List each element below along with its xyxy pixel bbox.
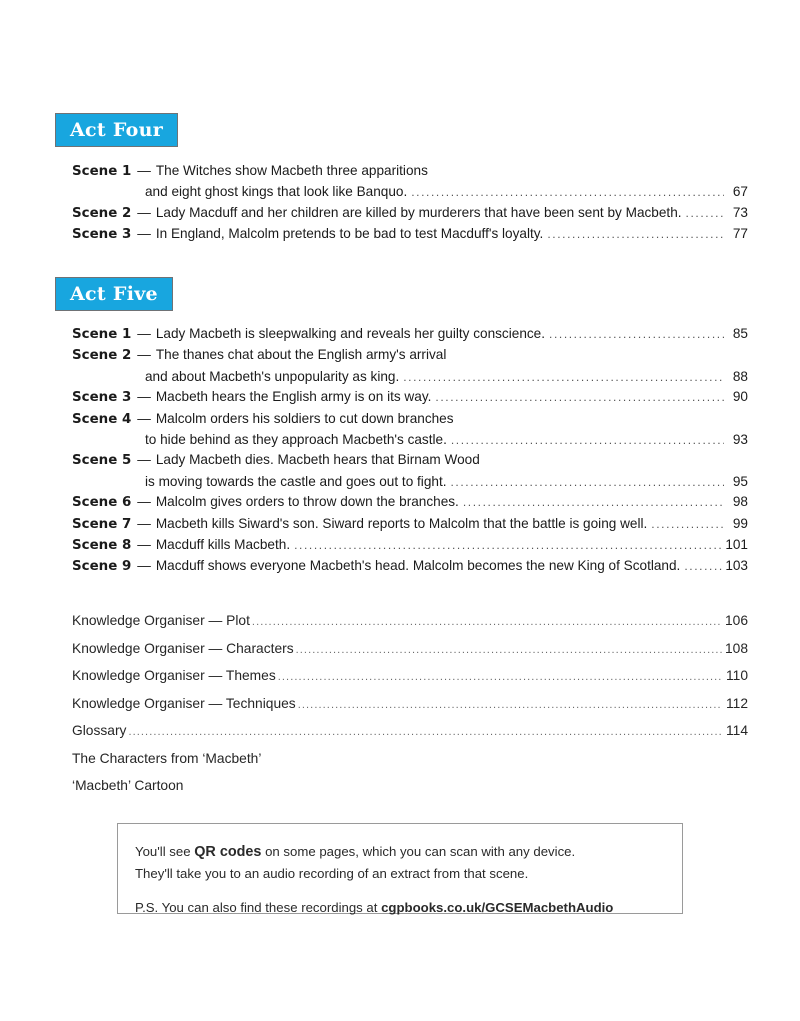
scene-dash: — (137, 163, 151, 178)
toc-entry-act5-scene3[interactable] (72, 387, 748, 408)
dot-leader (447, 472, 725, 492)
toc-entry-act5-scene1[interactable] (72, 324, 748, 345)
act-five-scene-list (72, 324, 748, 578)
scene-label: Scene 1 (72, 164, 132, 179)
scene-description-line: is moving towards the castle and goes out to fight. (145, 473, 447, 489)
page-number: 114 (726, 723, 748, 738)
glossary-section-list (72, 718, 748, 801)
dot-leader (431, 387, 724, 407)
scene-label: Scene 2 (72, 205, 132, 221)
page-number: 103 (725, 558, 748, 574)
scene-description-line: Lady Macduff and her children are killed by murderers that have been sent by Macbeth. (155, 204, 682, 220)
page-number: 88 (732, 368, 748, 384)
scene-label: Scene 7 (72, 516, 132, 532)
scene-dash: — (137, 204, 151, 220)
scene-dash: — (137, 558, 151, 574)
toc-entry-act5-scene9[interactable] (72, 556, 748, 577)
scene-description-line: Macduff shows everyone Macbeth's head. Malcolm becomes the new King of Scotland. (155, 558, 681, 574)
dot-leader (276, 665, 722, 691)
scene-description-line: The thanes chat about the English army's arrival (155, 347, 447, 363)
dot-leader (290, 535, 724, 555)
page-number: 98 (732, 494, 748, 510)
scene-description-line: Malcolm orders his soldiers to cut down branches (155, 410, 454, 426)
page-number: 95 (732, 473, 748, 489)
toc-entry-characters-from-macbeth[interactable] (72, 746, 748, 774)
page-number: 99 (732, 515, 748, 531)
scene-dash: — (137, 410, 151, 426)
dot-leader (407, 182, 724, 202)
qr-codes-emphasis: QR codes (194, 844, 262, 860)
entry-title: Knowledge Organiser — Plot (72, 613, 250, 628)
scene-dash: — (137, 452, 151, 468)
act-heading-badge-act-four (55, 113, 178, 147)
scene-dash: — (137, 226, 151, 242)
dot-leader (250, 610, 722, 636)
page-number: 112 (726, 695, 748, 711)
audio-url: cgpbooks.co.uk/GCSEMacbethAudio (381, 900, 614, 915)
scene-label: Scene 6 (72, 495, 132, 511)
dot-leader (294, 638, 722, 664)
scene-description-line: Macbeth hears the English army is on its way. (155, 389, 432, 405)
toc-entry-macbeth-cartoon[interactable] (72, 773, 748, 801)
scene-label: Scene 5 (72, 453, 132, 469)
act-four-scene-list (72, 161, 748, 246)
qr-note-line-2: They'll take you to an audio recording of an extract from that scene. (135, 866, 529, 881)
dot-leader (447, 430, 724, 450)
toc-entry-knowledge-themes[interactable] (72, 663, 748, 691)
toc-entry-act4-scene3[interactable] (72, 224, 748, 245)
scene-description-line: Lady Macbeth is sleepwalking and reveals her guilty conscience. (155, 326, 546, 341)
qr-note-line-1 (135, 841, 682, 863)
toc-entry-act5-scene2[interactable] (72, 345, 748, 387)
page-number: 93 (732, 432, 748, 448)
toc-entry-act5-scene8[interactable] (72, 535, 748, 556)
scene-label: Scene 3 (72, 390, 132, 406)
dot-leader (126, 720, 722, 746)
page-number: 67 (732, 184, 748, 200)
toc-entry-knowledge-techniques[interactable] (72, 691, 748, 719)
dot-leader (545, 324, 724, 344)
dot-leader (647, 514, 724, 534)
scene-label: Scene 9 (72, 559, 132, 575)
scene-label: Scene 3 (72, 227, 132, 243)
dot-leader (682, 203, 724, 223)
scene-description-line: Lady Macbeth dies. Macbeth hears that Birnam Wood (155, 452, 480, 468)
scene-description-line: to hide behind as they approach Macbeth's castle. (145, 432, 447, 448)
scene-dash: — (137, 515, 151, 531)
dot-leader (680, 556, 724, 576)
scene-label: Scene 1 (72, 327, 132, 342)
qr-codes-note-box (117, 823, 683, 914)
dot-leader (399, 367, 724, 387)
toc-entry-act4-scene1[interactable] (72, 161, 748, 203)
dot-leader (459, 492, 724, 512)
toc-entry-act5-scene5[interactable] (72, 450, 748, 492)
entry-title: Knowledge Organiser — Techniques (72, 695, 296, 711)
scene-dash: — (137, 494, 151, 510)
page-number: 110 (726, 668, 748, 684)
scene-dash: — (137, 389, 151, 405)
page-number: 108 (724, 640, 748, 656)
scene-description-line: The Witches show Macbeth three apparitions (155, 163, 428, 178)
qr-note-text-after: on some pages, which you can scan with any device. (261, 844, 576, 859)
toc-entry-glossary[interactable] (72, 718, 748, 746)
scene-label: Scene 4 (72, 411, 132, 427)
toc-entry-act5-scene6[interactable] (72, 492, 748, 513)
scene-description-line: Macduff kills Macbeth. (155, 537, 291, 553)
qr-note-line-3 (135, 897, 682, 918)
page-number: 90 (732, 389, 748, 405)
page-number: 101 (725, 537, 748, 553)
scene-label: Scene 8 (72, 538, 132, 554)
act-heading-label: Act Four (70, 118, 164, 141)
entry-title: The Characters from ‘Macbeth’ (72, 750, 262, 766)
dot-leader (543, 224, 724, 244)
dot-leader (296, 693, 722, 719)
scene-label: Scene 2 (72, 348, 132, 364)
scene-description-line: and eight ghost kings that look like Banquo. (145, 184, 408, 200)
entry-title: Knowledge Organiser — Characters (72, 640, 294, 656)
scene-description-line: In England, Malcolm pretends to be bad to test Macduff's loyalty. (155, 226, 544, 242)
scene-dash: — (137, 347, 151, 363)
page-number: 73 (732, 204, 748, 220)
scene-description-line: Macbeth kills Siward's son. Siward reports to Malcolm that the battle is going well. (155, 515, 648, 531)
scene-dash: — (137, 537, 151, 553)
qr-note-ps-text: P.S. You can also find these recordings at (135, 900, 382, 915)
toc-entry-act5-scene4[interactable] (72, 409, 748, 451)
toc-entry-act5-scene7[interactable] (72, 514, 748, 535)
page-number: 77 (732, 226, 748, 242)
entry-title: Knowledge Organiser — Themes (72, 668, 276, 684)
toc-entry-knowledge-characters[interactable] (72, 636, 748, 664)
scene-dash: — (137, 326, 151, 341)
scene-description-line: and about Macbeth's unpopularity as king. (145, 368, 400, 384)
act-heading-label: Act Five (70, 282, 158, 305)
toc-entry-act4-scene2[interactable] (72, 203, 748, 224)
scene-description-line: Malcolm gives orders to throw down the branches. (155, 494, 459, 510)
entry-title: Glossary (72, 723, 127, 738)
page-number: 85 (732, 326, 748, 341)
act-heading-badge-act-five (55, 277, 173, 311)
qr-note-text-before: You'll see (135, 844, 195, 859)
page-number: 106 (724, 613, 748, 628)
entry-title: ‘Macbeth’ Cartoon (72, 778, 184, 794)
toc-entry-knowledge-plot[interactable] (72, 608, 748, 636)
knowledge-organiser-list (72, 608, 748, 718)
